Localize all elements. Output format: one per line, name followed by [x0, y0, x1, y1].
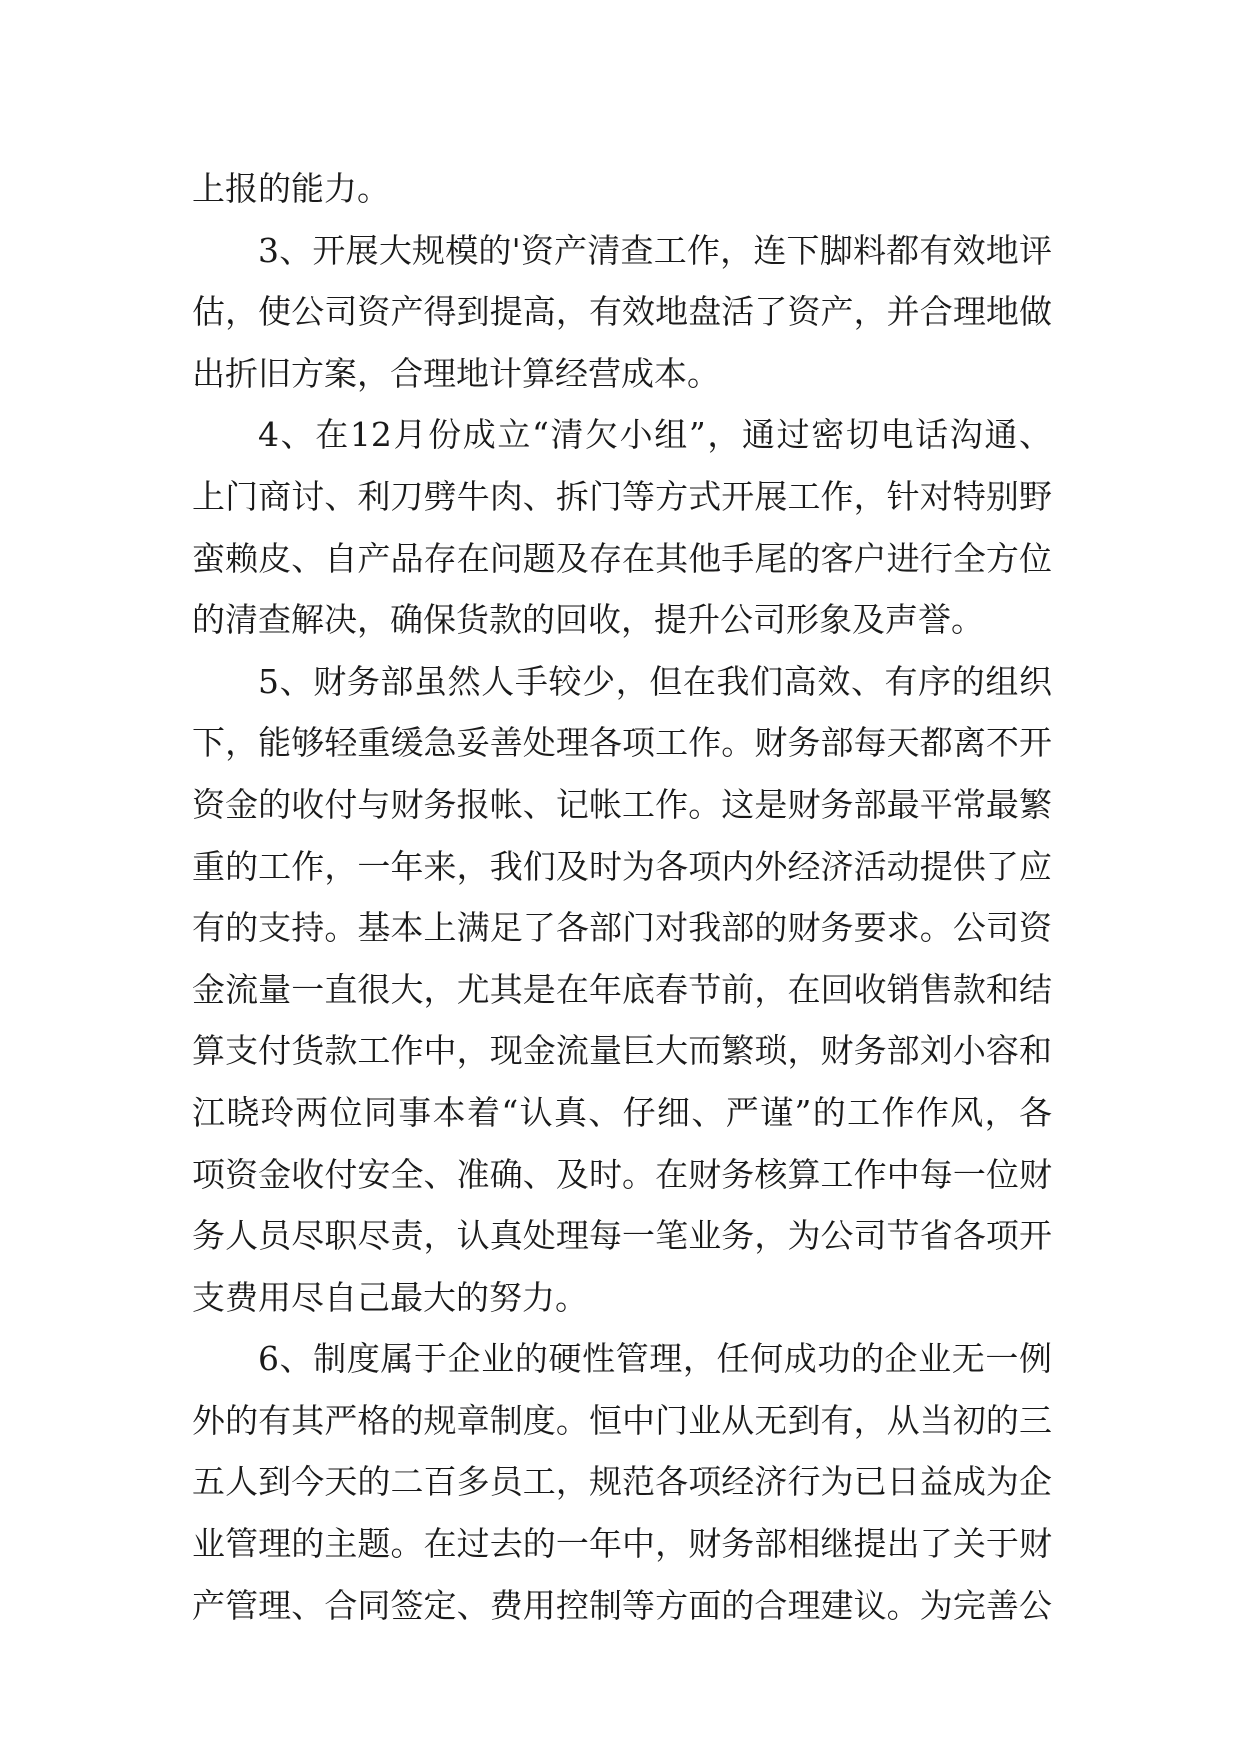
text-line: 金流量一直很大，尤其是在年底春节前，在回收销售款和结	[192, 969, 1052, 1009]
text-line: 业管理的主题。在过去的一年中，财务部相继提出了关于财	[192, 1524, 1052, 1564]
text-line: 6、制度属于企业的硬性管理，任何成功的企业无一例	[258, 1339, 1052, 1379]
text-line: 江晓玲两位同事本着“认真、仔细、严谨”的工作作风，各	[192, 1092, 1052, 1132]
text-line: 蛮赖皮、自产品存在问题及存在其他手尾的客户进行全方位	[192, 538, 1052, 578]
text-line: 5、财务部虽然人手较少，但在我们高效、有序的组织	[258, 661, 1052, 701]
document-body	[192, 158, 1052, 1636]
text-line: 资金的收付与财务报帐、记帐工作。这是财务部最平常最繁	[192, 784, 1052, 824]
text-line: 算支付货款工作中，现金流量巨大而繁琐，财务部刘小容和	[192, 1031, 1052, 1071]
text-line: 重的工作，一年来，我们及时为各项内外经济活动提供了应	[192, 846, 1052, 886]
text-line: 五人到今天的二百多员工，规范各项经济行为已日益成为企	[192, 1462, 1052, 1502]
text-line: 上门商讨、利刀劈牛肉、拆门等方式开展工作，针对特别野	[192, 476, 1052, 516]
text-line: 下，能够轻重缓急妥善处理各项工作。财务部每天都离不开	[192, 723, 1052, 763]
text-line: 务人员尽职尽责，认真处理每一笔业务，为公司节省各项开	[192, 1216, 1052, 1256]
text-line: 外的有其严格的规章制度。恒中门业从无到有，从当初的三	[192, 1400, 1052, 1440]
text-line: 估，使公司资产得到提高，有效地盘活了资产，并合理地做	[192, 292, 1052, 332]
text-line: 项资金收付安全、准确、及时。在财务核算工作中每一位财	[192, 1154, 1052, 1194]
text-line: 4、在12月份成立“清欠小组”，通过密切电话沟通、	[258, 415, 1052, 455]
text-line: 支费用尽自己最大的努力。	[192, 1277, 588, 1317]
text-line: 上报的能力。	[192, 169, 390, 208]
text-line: 出折旧方案，合理地计算经营成本。	[192, 353, 720, 393]
text-line: 的清查解决，确保货款的回收，提升公司形象及声誉。	[192, 600, 984, 640]
text-line: 3、开展大规模的'资产清查工作，连下脚料都有效地评	[258, 230, 1052, 270]
text-line: 产管理、合同签定、费用控制等方面的合理建议。为完善公	[192, 1585, 1052, 1625]
text-line: 有的支持。基本上满足了各部门对我部的财务要求。公司资	[192, 908, 1052, 948]
